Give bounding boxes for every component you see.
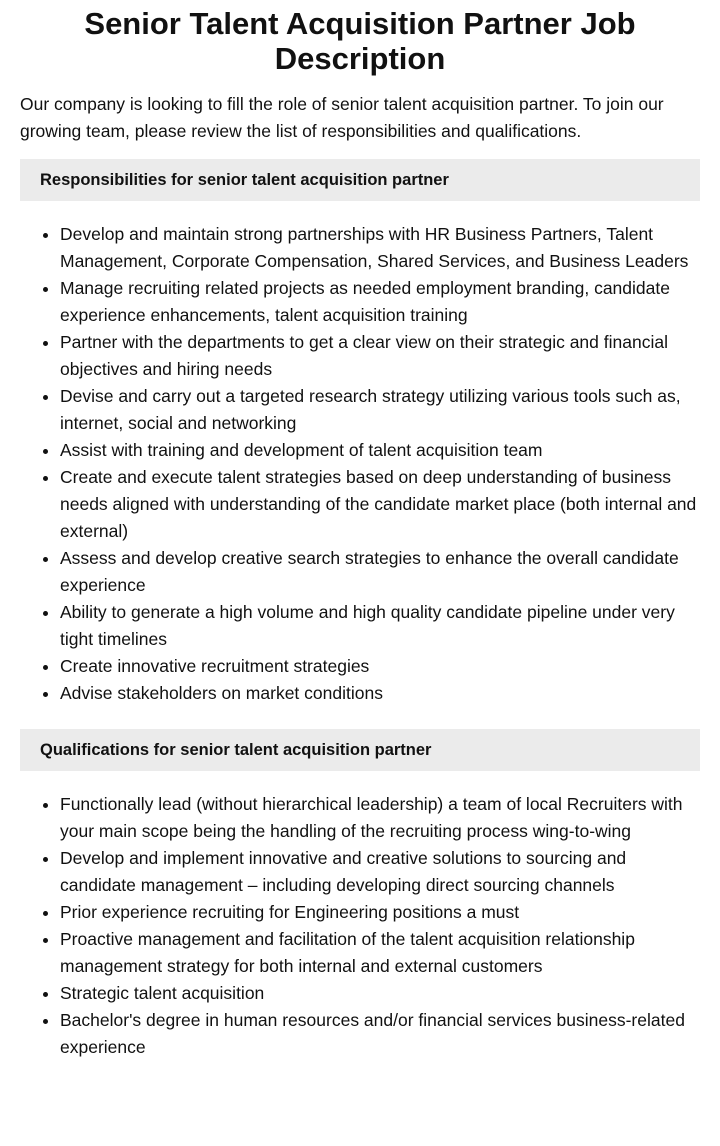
list-item: • Create and execute talent strategies based on deep understanding of business needs aligned with understanding of the candidate market place (both internal and external)	[60, 464, 700, 545]
list-item: • Assist with training and development of talent acquisition team	[60, 437, 700, 464]
list-item: • Functionally lead (without hierarchical leadership) a team of local Recruiters with your main scope being the handling of the recruiting process wing-to-wing	[60, 791, 700, 845]
list-item: • Devise and carry out a targeted research strategy utilizing various tools such as, internet, social and networking	[60, 383, 700, 437]
qualifications-list	[20, 791, 700, 1061]
page-title: Senior Talent Acquisition Partner Job Description	[84, 6, 636, 76]
responsibilities-heading: Responsibilities for senior talent acquisition partner	[20, 159, 700, 201]
responsibilities-list	[20, 221, 700, 707]
list-item: • Manage recruiting related projects as needed employment branding, candidate experience enhancements, talent acquisition training	[60, 275, 700, 329]
intro-text: Our company is looking to fill the role of senior talent acquisition partner. To join our growing team, please review the list of responsibilities and qualifications.	[20, 94, 664, 141]
list-item: • Assess and develop creative search strategies to enhance the overall candidate experience	[60, 545, 700, 599]
list-item: • Strategic talent acquisition	[60, 980, 700, 1007]
list-item: • Ability to generate a high volume and high quality candidate pipeline under very tight timelines	[60, 599, 700, 653]
list-item: • Prior experience recruiting for Engineering positions a must	[60, 899, 700, 926]
list-item: • Develop and maintain strong partnerships with HR Business Partners, Talent Management, Corporate Compensation, Shared Services, and Business Leaders	[60, 221, 700, 275]
list-item: • Advise stakeholders on market conditions	[60, 680, 700, 707]
list-item: • Proactive management and facilitation of the talent acquisition relationship management strategy for both internal and external customers	[60, 926, 700, 980]
list-item: • Bachelor's degree in human resources and/or financial services business-related experience	[60, 1007, 700, 1061]
list-item: • Create innovative recruitment strategies	[60, 653, 700, 680]
list-item: • Partner with the departments to get a clear view on their strategic and financial objectives and hiring needs	[60, 329, 700, 383]
list-item: • Develop and implement innovative and creative solutions to sourcing and candidate management – including developing direct sourcing channels	[60, 845, 700, 899]
qualifications-heading: Qualifications for senior talent acquisition partner	[20, 729, 700, 771]
